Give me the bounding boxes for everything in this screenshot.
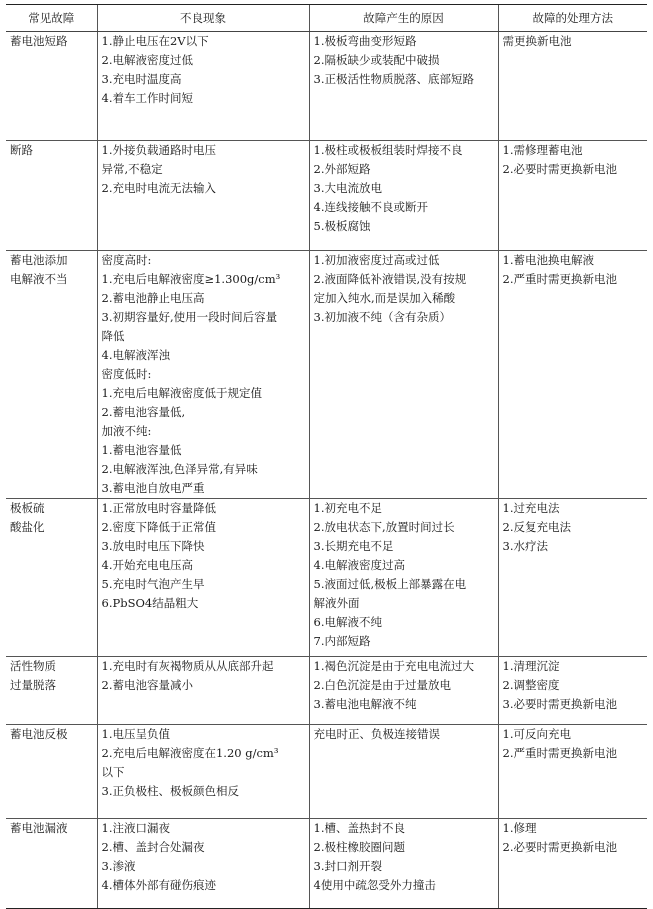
fault-line: 断路 — [10, 143, 33, 157]
cause-line: 4.电解液密度过高 — [313, 558, 405, 572]
symptoms-cell — [97, 32, 309, 141]
symptom-line: 3.渗液 — [101, 859, 136, 873]
cause-line: 1.槽、盖热封不良 — [313, 821, 405, 835]
table-row — [6, 725, 647, 819]
symptom-line: 3.放电时电压下降快 — [101, 539, 205, 553]
header-symptoms: 不良现象 — [97, 5, 309, 32]
table-row — [6, 251, 647, 499]
cause-line: 充电时正、负极连接错误 — [313, 727, 440, 741]
causes-cell — [309, 499, 498, 657]
symptoms-cell — [97, 499, 309, 657]
table-row — [6, 657, 647, 725]
cause-line: 5.液面过低,极板上部暴露在电 — [313, 577, 467, 591]
cause-line: 2.白色沉淀是由于过量放电 — [313, 678, 451, 692]
symptom-line: 2.蓄电池容量减小 — [101, 678, 193, 692]
fault-line: 活性物质 — [10, 659, 56, 673]
remedy-line: 1.需修理蓄电池 — [502, 143, 583, 157]
symptom-line: 2.电解液密度过低 — [101, 53, 193, 67]
fault-line: 蓄电池添加 — [10, 253, 68, 267]
cause-line: 5.极板腐蚀 — [313, 219, 371, 233]
causes-cell — [309, 251, 498, 499]
symptom-line: 2.电解液浑浊,色泽异常,有异味 — [101, 462, 258, 476]
symptom-line: 1.注液口漏夜 — [101, 821, 170, 835]
symptoms-cell — [97, 819, 309, 909]
fault-cell — [6, 251, 97, 499]
cause-line: 4使用中疏忽受外力撞击 — [313, 878, 436, 892]
remedy-line: 1.可反向充电 — [502, 727, 571, 741]
symptom-line: 3.充电时温度高 — [101, 72, 182, 86]
symptom-line: 降低 — [101, 329, 125, 343]
table-header-row — [6, 5, 647, 32]
cause-line: 3.蓄电池电解液不纯 — [313, 697, 417, 711]
remedies-cell — [498, 657, 647, 725]
cause-line: 7.内部短路 — [313, 634, 371, 648]
symptom-line: 2.蓄电池容量低, — [101, 405, 186, 419]
cause-line: 解液外面 — [313, 596, 360, 610]
remedy-line: 2.严重时需更换新电池 — [502, 746, 617, 760]
symptom-line: 3.蓄电池自放电严重 — [101, 481, 205, 495]
symptom-line: 密度低时: — [101, 367, 152, 381]
cause-line: 1.极板弯曲变形短路 — [313, 34, 417, 48]
symptom-line: 密度高时: — [101, 253, 152, 267]
symptom-line: 异常,不稳定 — [101, 162, 163, 176]
symptom-line: 1.正常放电时容量降低 — [101, 501, 216, 515]
cause-line: 2.外部短路 — [313, 162, 371, 176]
fault-cell — [6, 725, 97, 819]
fault-cell — [6, 819, 97, 909]
symptom-line: 1.充电后电解液密度低于规定值 — [101, 386, 262, 400]
header-remedies: 故障的处理方法 — [498, 5, 647, 32]
remedy-line: 2.调整密度 — [502, 678, 560, 692]
symptom-line: 加液不纯: — [101, 424, 152, 438]
fault-line: 过量脱落 — [10, 678, 56, 692]
fault-cell — [6, 32, 97, 141]
symptom-line: 1.蓄电池容量低 — [101, 443, 182, 457]
symptom-line: 以下 — [101, 765, 125, 779]
table-row — [6, 32, 647, 141]
cause-line: 定加入纯水,而是误加入稀酸 — [313, 291, 456, 305]
remedy-line: 2.反复充电法 — [502, 520, 571, 534]
table-row — [6, 141, 647, 251]
remedy-line: 2.严重时需更换新电池 — [502, 272, 617, 286]
header-fault: 常见故障 — [6, 5, 97, 32]
remedies-cell — [498, 819, 647, 909]
table-row — [6, 499, 647, 657]
cause-line: 3.长期充电不足 — [313, 539, 394, 553]
cause-line: 1.初充电不足 — [313, 501, 382, 515]
symptom-line: 1.静止电压在2V以下 — [101, 34, 209, 48]
remedy-line: 2.必要时需更换新电池 — [502, 840, 617, 854]
causes-cell — [309, 141, 498, 251]
symptom-line: 2.槽、盖封合处漏夜 — [101, 840, 205, 854]
remedy-line: 需更换新电池 — [502, 34, 572, 48]
symptom-line: 2.充电时电流无法输入 — [101, 181, 216, 195]
remedies-cell — [498, 725, 647, 819]
symptom-line: 5.充电时气泡产生早 — [101, 577, 205, 591]
symptom-line: 4.开始充电电压高 — [101, 558, 193, 572]
causes-cell — [309, 32, 498, 141]
battery-fault-table — [6, 4, 647, 909]
remedy-line: 1.过充电法 — [502, 501, 560, 515]
fault-line: 蓄电池反极 — [10, 727, 68, 741]
causes-cell — [309, 725, 498, 819]
symptom-line: 1.外接负载通路时电压 — [101, 143, 216, 157]
remedies-cell — [498, 32, 647, 141]
cause-line: 3.大电流放电 — [313, 181, 382, 195]
symptom-line: 1.充电后电解液密度≥1.300g/cm³ — [101, 272, 281, 286]
symptom-line: 3.正负极柱、极板颜色相反 — [101, 784, 239, 798]
fault-line: 极板硫 — [10, 501, 45, 515]
fault-cell — [6, 657, 97, 725]
symptom-line: 1.电压呈负值 — [101, 727, 170, 741]
cause-line: 1.极柱或极板组装时焊接不良 — [313, 143, 463, 157]
causes-cell — [309, 819, 498, 909]
cause-line: 3.正极活性物质脱落、底部短路 — [313, 72, 474, 86]
symptom-line: 3.初期容量好,使用一段时间后容量 — [101, 310, 278, 324]
header-causes: 故障产生的原因 — [309, 5, 498, 32]
cause-line: 1.初加液密度过高或过低 — [313, 253, 440, 267]
symptom-line: 4.槽体外部有碰伤痕迹 — [101, 878, 216, 892]
remedy-line: 1.修理 — [502, 821, 537, 835]
remedy-line: 1.蓄电池换电解液 — [502, 253, 594, 267]
symptom-line: 2.蓄电池静止电压高 — [101, 291, 205, 305]
symptom-line: 4.着车工作时间短 — [101, 91, 193, 105]
symptom-line: 6.PbSO4结晶粗大 — [101, 596, 199, 610]
symptoms-cell — [97, 725, 309, 819]
symptoms-cell — [97, 251, 309, 499]
cause-line: 2.极柱橡胶圈问题 — [313, 840, 405, 854]
symptom-line: 2.充电后电解液密度在1.20 g/cm³ — [101, 746, 279, 760]
fault-cell — [6, 141, 97, 251]
cause-line: 4.连线接触不良或断开 — [313, 200, 428, 214]
symptoms-cell — [97, 141, 309, 251]
causes-cell — [309, 657, 498, 725]
symptom-line: 1.充电时有灰褐物质从从底部升起 — [101, 659, 274, 673]
cause-line: 3.初加液不纯（含有杂质） — [313, 310, 451, 324]
fault-line: 酸盐化 — [10, 520, 45, 534]
remedies-cell — [498, 251, 647, 499]
fault-line: 蓄电池短路 — [10, 34, 68, 48]
fault-cell — [6, 499, 97, 657]
symptoms-cell — [97, 657, 309, 725]
cause-line: 2.放电状态下,放置时间过长 — [313, 520, 455, 534]
table-row — [6, 819, 647, 909]
remedies-cell — [498, 499, 647, 657]
cause-line: 2.液面降低补液错误,没有按规 — [313, 272, 467, 286]
cause-line: 2.隔板缺少或装配中破损 — [313, 53, 440, 67]
symptom-line: 2.密度下降低于正常值 — [101, 520, 216, 534]
cause-line: 1.褐色沉淀是由于充电电流过大 — [313, 659, 474, 673]
cause-line: 3.封口剂开裂 — [313, 859, 382, 873]
remedy-line: 3.必要时需更换新电池 — [502, 697, 617, 711]
remedy-line: 2.必要时需更换新电池 — [502, 162, 617, 176]
remedies-cell — [498, 141, 647, 251]
remedy-line: 3.水疗法 — [502, 539, 548, 553]
fault-line: 电解液不当 — [10, 272, 68, 286]
remedy-line: 1.清理沉淀 — [502, 659, 560, 673]
symptom-line: 4.电解液浑浊 — [101, 348, 170, 362]
cause-line: 6.电解液不纯 — [313, 615, 382, 629]
fault-line: 蓄电池漏液 — [10, 821, 68, 835]
